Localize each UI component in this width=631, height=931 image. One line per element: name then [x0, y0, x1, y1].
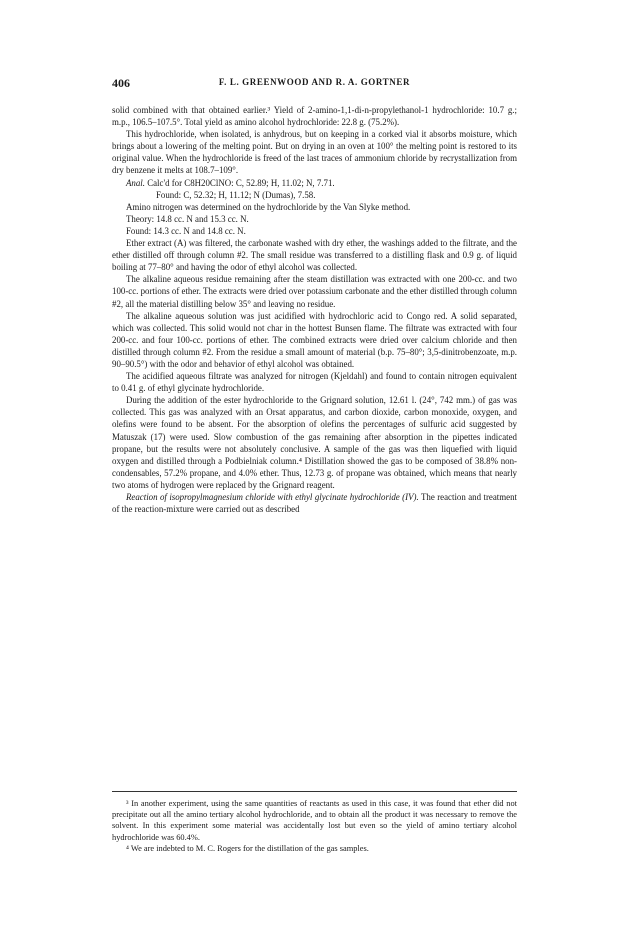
- paragraph-gas-analysis: During the addition of the ester hydrochloride to the Grignard solution, 12.61 l. (24°, 742 mm.) of gas was collected. This gas was analyzed with an Orsat apparatus, and carbon dioxide, carbon monoxide, oxygen, and olefins were found to be absent. For the absorption of olefins the percentages of sulfuric acid suggested by Matuszak (17) were used. Slow combustion of the gas remaining after absorption in the pipettes indicated propane, but the results were not absolutely conclusive. A sample of the gas was then liquefied with liquid oxygen and distilled through a Podbielniak column.⁴ Distillation showed the gas to be composed of 38.8% non-condensables, 57.2% propane, and 4.0% ether. Thus, 12.73 g. of propane was obtained, which means that nearly two atoms of hydrogen were replaced by the Grignard reagent.: [112, 395, 517, 490]
- theory-line: Theory: 14.8 cc. N and 15.3 cc. N.: [126, 213, 249, 224]
- paragraph-van-slyke: Amino nitrogen was determined on the hydrochloride by the Van Slyke method.: [126, 201, 411, 212]
- footnote-4: ⁴ We are indebted to M. C. Rogers for the distillation of the gas samples.: [126, 843, 369, 853]
- analysis-calc-line: [112, 177, 517, 189]
- footnote-3: ³ In another experiment, using the same quantities of reactants as used in this case, it was found that ether did not precipitate out all the amino tertiary alcohol hydrochloride, and to obtain all the product it was necessary to remove the solvent. In this experiment some material was accidentally lost but even so the yield of amino tertiary alcohol hydrochloride was 60.4%.: [112, 799, 517, 842]
- paragraph-alkaline-solution: The alkaline aqueous solution was just acidified with hydrochloric acid to Congo red. A solid separated, which was collected. This solid would not char in the hottest Bunsen flame. The filtrate was extracted with four 200-cc. and four 100-cc. portions of ether. The combined extracts were dried over calcium chloride and then distilled through column #2. From the residue a small amount of material (b.p. 75–80°; 3,5-dinitrobenzoate, m.p. 90–90.5°) with the odor and behavior of ethyl alcohol was obtained.: [112, 310, 517, 369]
- paragraph-reaction-iv: [112, 491, 517, 515]
- page-header: [112, 76, 517, 90]
- paragraph-alkaline-residue: The alkaline aqueous residue remaining after the steam distillation was extracted with one 200-cc. and two 100-cc. portions of ether. The extracts were dried over potassium carbonate and the ether distilled through column #2, all the material distilling below 35° and leaving no residue.: [112, 274, 517, 309]
- body-text: [112, 104, 517, 515]
- found-line: Found: 14.3 cc. N and 14.8 cc. N.: [126, 225, 246, 236]
- running-head: F. L. GREENWOOD AND R. A. GORTNER: [218, 77, 411, 87]
- analysis-calc: Calc'd for C8H20ClNO: C, 52.89; H, 11.02; N, 7.71.: [147, 177, 335, 188]
- page-number: 406: [112, 76, 130, 90]
- paragraph-ether-extract: Ether extract (A) was filtered, the carbonate washed with dry ether, the washings added to the filtrate, and the ether distilled off through column #2. The small residue was transferred to a distilling flask and 0.9 g. of liquid boiling at 77–80° and having the odor of ethyl alcohol was collected.: [112, 238, 517, 273]
- paragraph-yield: solid combined with that obtained earlier.³ Yield of 2-amino-1,1-di-n-propylethanol-1 hydrochloride: 10.7 g.; m.p., 106.5–107.5°. Total yield as amino alcohol hydrochloride: 22.8 g. (75.2%).: [112, 105, 517, 128]
- footnote-divider: [112, 791, 517, 792]
- paragraph-hydrochloride: This hydrochloride, when isolated, is anhydrous, but on keeping in a corked vial it absorbs moisture, which brings about a lowering of the melting point. But on drying in an oven at 100° the melting point is restored to its original value. When the hydrochloride is freed of the last traces of ammonium chloride by recrystallization from dry benzene it melts at 108.7–109°.: [112, 129, 517, 176]
- paragraph-acidified-filtrate: The acidified aqueous filtrate was analyzed for nitrogen (Kjeldahl) and found to contain nitrogen equivalent to 0.41 g. of ethyl glycinate hydrochloride.: [112, 371, 517, 394]
- analysis-found: Found: C, 52.32; H, 11.12; N (Dumas), 7.58.: [156, 189, 316, 200]
- section-heading-reaction-iv: Reaction of isopropylmagnesium chloride with ethyl glycinate hydrochloride (IV).: [126, 492, 419, 502]
- paragraph-reaction-iv-text: The reaction and treatment of the reaction-mixture were carried out as described: [112, 492, 518, 515]
- footnotes: [112, 798, 517, 854]
- analysis-label: Anal.: [126, 177, 145, 188]
